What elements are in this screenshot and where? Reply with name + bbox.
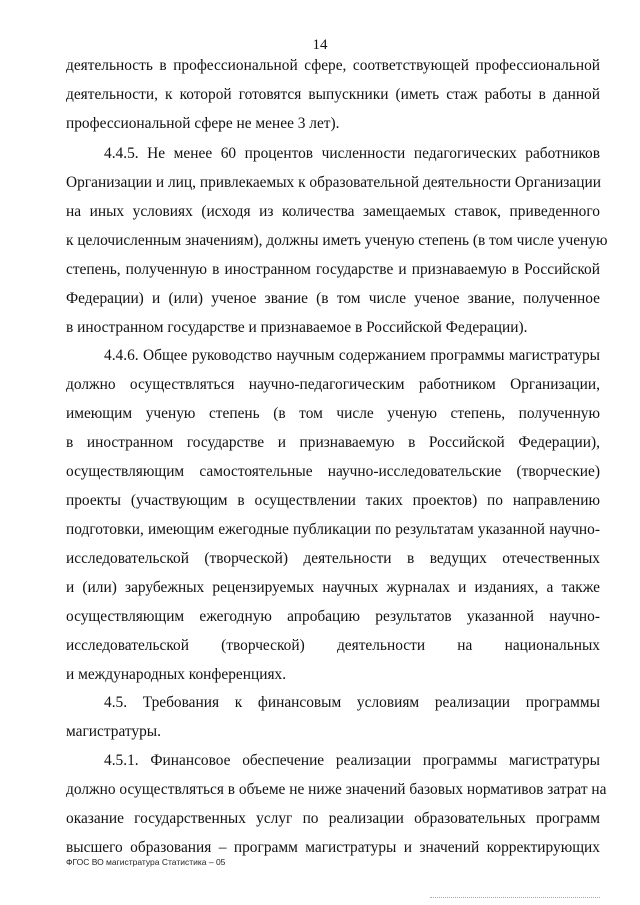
text-line: степень, полученную в иностранном государстве и признаваемую в Российской <box>66 261 600 278</box>
text-line: Федерации) и (или) ученое звание (в том числе ученое звание, полученное <box>66 290 600 307</box>
text-line: 4.4.5. Не менее 60 процентов численности педагогических работников <box>104 145 600 162</box>
text-line: в иностранном государстве и признаваемую в Российской Федерации), <box>66 434 600 451</box>
section-heading-line: 4.5. Требования к финансовым условиям реализации программы <box>104 694 600 711</box>
scan-artifact <box>430 897 600 900</box>
page-number: 14 <box>312 37 328 53</box>
text-line: подготовки, имеющим ежегодные публикации по результатам указанной научно- <box>66 521 600 538</box>
text-line: 4.5.1. Финансовое обеспечение реализации программы магистратуры <box>104 752 600 769</box>
text-line: исследовательской (творческой) деятельности на национальных <box>66 637 600 654</box>
text-line: и международных конференциях. <box>66 666 287 683</box>
text-line: осуществляющим самостоятельные научно-исследовательские (творческие) <box>66 463 600 480</box>
text-line: должно осуществляться в объеме не ниже значений базовых нормативов затрат на <box>66 781 607 798</box>
text-line: деятельности, к которой готовятся выпускники (иметь стаж работы в данной <box>66 86 600 103</box>
text-line: 4.4.6. Общее руководство научным содержанием программы магистратуры <box>104 347 600 364</box>
text-line: проекты (участвующим в осуществлении таких проектов) по направлению <box>66 492 600 509</box>
text-line: и (или) зарубежных рецензируемых научных журналах и изданиях, а также <box>66 579 600 596</box>
text-line: деятельность в профессиональной сфере, соответствующей профессиональной <box>66 57 600 74</box>
text-line: к целочисленным значениям), должны иметь ученую степень (в том числе ученую <box>66 232 608 249</box>
page-footer: ФГОС ВО магистратура Статистика – 05 <box>66 857 226 867</box>
text-line: оказание государственных услуг по реализации образовательных программ <box>66 810 600 827</box>
text-line: профессиональной сфере не менее 3 лет). <box>66 115 340 132</box>
text-line: осуществляющим ежегодную апробацию результатов указанной научно- <box>66 608 600 625</box>
section-heading-line: магистратуры. <box>66 723 161 740</box>
text-line: имеющим ученую степень (в том числе ученую степень, полученную <box>66 405 600 422</box>
text-line: исследовательской (творческой) деятельности в ведущих отечественных <box>66 550 600 567</box>
text-line: должно осуществляться научно-педагогическим работником Организации, <box>66 376 600 393</box>
text-line: Организации и лиц, привлекаемых к образовательной деятельности Организации <box>66 174 601 191</box>
text-line: на иных условиях (исходя из количества замещаемых ставок, приведенного <box>66 203 600 220</box>
text-line: высшего образования – программ магистратуры и значений корректирующих <box>66 839 600 856</box>
text-line: в иностранном государстве и признаваемое в Российской Федерации). <box>66 319 528 336</box>
